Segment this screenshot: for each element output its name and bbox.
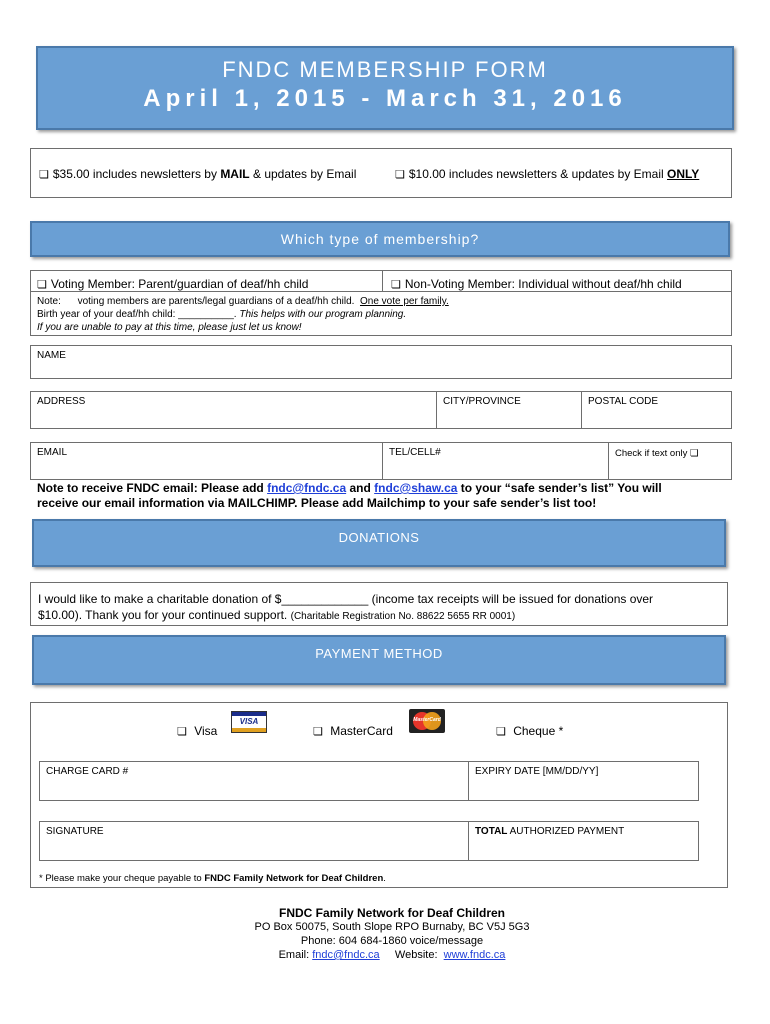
checkbox-icon[interactable]: ❏ — [313, 726, 323, 738]
email-label: EMAIL — [37, 447, 68, 458]
postal-label: POSTAL CODE — [588, 396, 659, 407]
signature-label: SIGNATURE — [46, 826, 104, 837]
membership-type-box — [30, 270, 732, 336]
expiry-label: EXPIRY DATE [MM/DD/YY] — [475, 766, 599, 777]
checkbox-icon[interactable]: ❏ — [689, 448, 699, 459]
text-only-checkbox-cell[interactable]: Check if text only ❏ — [608, 442, 732, 480]
checkbox-icon[interactable]: ❏ — [177, 726, 187, 738]
payment-box — [30, 702, 728, 888]
donation-box[interactable] — [30, 582, 728, 626]
email-safe-sender-note: Note to receive FNDC email: Please add fndc@fndc.ca and fndc@shaw.ca to your “safe sender’s list” You will receive our email information via MAILCHIMP. Please add Mailchimp to your safe sender’s list too! — [37, 481, 662, 510]
name-field[interactable] — [30, 345, 732, 379]
charge-card-label: CHARGE CARD # — [46, 766, 129, 777]
tel-cell-field[interactable] — [382, 442, 609, 480]
footer-org: FNDC Family Network for Deaf Children — [278, 906, 506, 920]
email-field[interactable] — [30, 442, 383, 480]
payment-option-mastercard[interactable]: ❏ MasterCard — [313, 724, 393, 738]
name-label: NAME — [37, 350, 66, 361]
form-period: April 1, 2015 - March 31, 2016 — [143, 85, 627, 112]
fee-option-mail[interactable]: ❏ $35.00 includes newsletters by MAIL & updates by Email — [39, 167, 357, 181]
city-province-field[interactable] — [436, 391, 582, 429]
title-banner — [36, 46, 734, 130]
checkbox-icon[interactable]: ❏ — [39, 169, 49, 181]
footer-address: PO Box 50075, South Slope RPO Burnaby, BC V5J 5G3 — [254, 921, 530, 933]
donation-line1: I would like to make a charitable donation of $_____________ (income tax receipts will be issued for donations over — [38, 592, 654, 606]
nonvoting-cell[interactable]: ❏ Non-Voting Member: Individual without deaf/hh child — [383, 271, 731, 292]
footer-email-link[interactable]: fndc@fndc.ca — [312, 949, 380, 961]
payment-option-cheque[interactable]: ❏ Cheque * — [496, 724, 564, 738]
donations-banner: DONATIONS — [32, 519, 726, 567]
address-field[interactable] — [30, 391, 437, 429]
donation-line2: $10.00). Thank you for your continued support. — [38, 608, 288, 622]
address-label: ADDRESS — [37, 396, 86, 407]
footer-phone: Phone: 604 684-1860 voice/message — [300, 935, 484, 947]
tel-label: TEL/CELL# — [389, 447, 441, 458]
city-label: CITY/PROVINCE — [443, 396, 521, 407]
charity-number: (Charitable Registration No. 88622 5655 RR 0001) — [290, 611, 516, 622]
checkbox-icon[interactable]: ❏ — [391, 279, 401, 291]
footer-contact: Email: fndc@fndc.ca Website: www.fndc.ca — [278, 949, 506, 961]
payment-banner: PAYMENT METHOD — [32, 635, 726, 685]
checkbox-icon[interactable]: ❏ — [395, 169, 405, 181]
voting-cell[interactable]: ❏ Voting Member: Parent/guardian of deaf/hh child — [31, 271, 383, 292]
fee-options-box — [30, 148, 732, 198]
mastercard-logo: MasterCard — [409, 709, 445, 733]
visa-logo: VISA — [231, 711, 267, 733]
total-label: TOTAL AUTHORIZED PAYMENT — [475, 826, 625, 837]
footer-website-link[interactable]: www.fndc.ca — [443, 949, 506, 961]
email-link-shaw[interactable]: fndc@shaw.ca — [374, 481, 458, 495]
total-payment-field[interactable] — [468, 821, 699, 861]
fee-option-email[interactable]: ❏ $10.00 includes newsletters & updates by Email ONLY — [395, 167, 700, 181]
charge-card-field[interactable] — [39, 761, 469, 801]
signature-field[interactable] — [39, 821, 469, 861]
expiry-date-field[interactable] — [468, 761, 699, 801]
email-link-fndc[interactable]: fndc@fndc.ca — [267, 481, 347, 495]
payment-option-visa[interactable]: ❏ Visa — [177, 724, 218, 738]
postal-code-field[interactable] — [581, 391, 732, 429]
form-title: FNDC MEMBERSHIP FORM — [222, 57, 548, 82]
membership-banner: Which type of membership? — [30, 221, 730, 257]
checkbox-icon[interactable]: ❏ — [496, 726, 506, 738]
membership-note: Note: voting members are parents/legal guardians of a deaf/hh child. One vote per family. Birth year of your deaf/hh child: __________. This helps with our program planning. If you are unable to pay at this time, please just let us know! — [37, 296, 449, 333]
footer — [0, 906, 770, 962]
checkbox-icon[interactable]: ❏ — [37, 279, 47, 291]
cheque-payable-note: * Please make your cheque payable to FNDC Family Network for Deaf Children. — [39, 873, 386, 884]
